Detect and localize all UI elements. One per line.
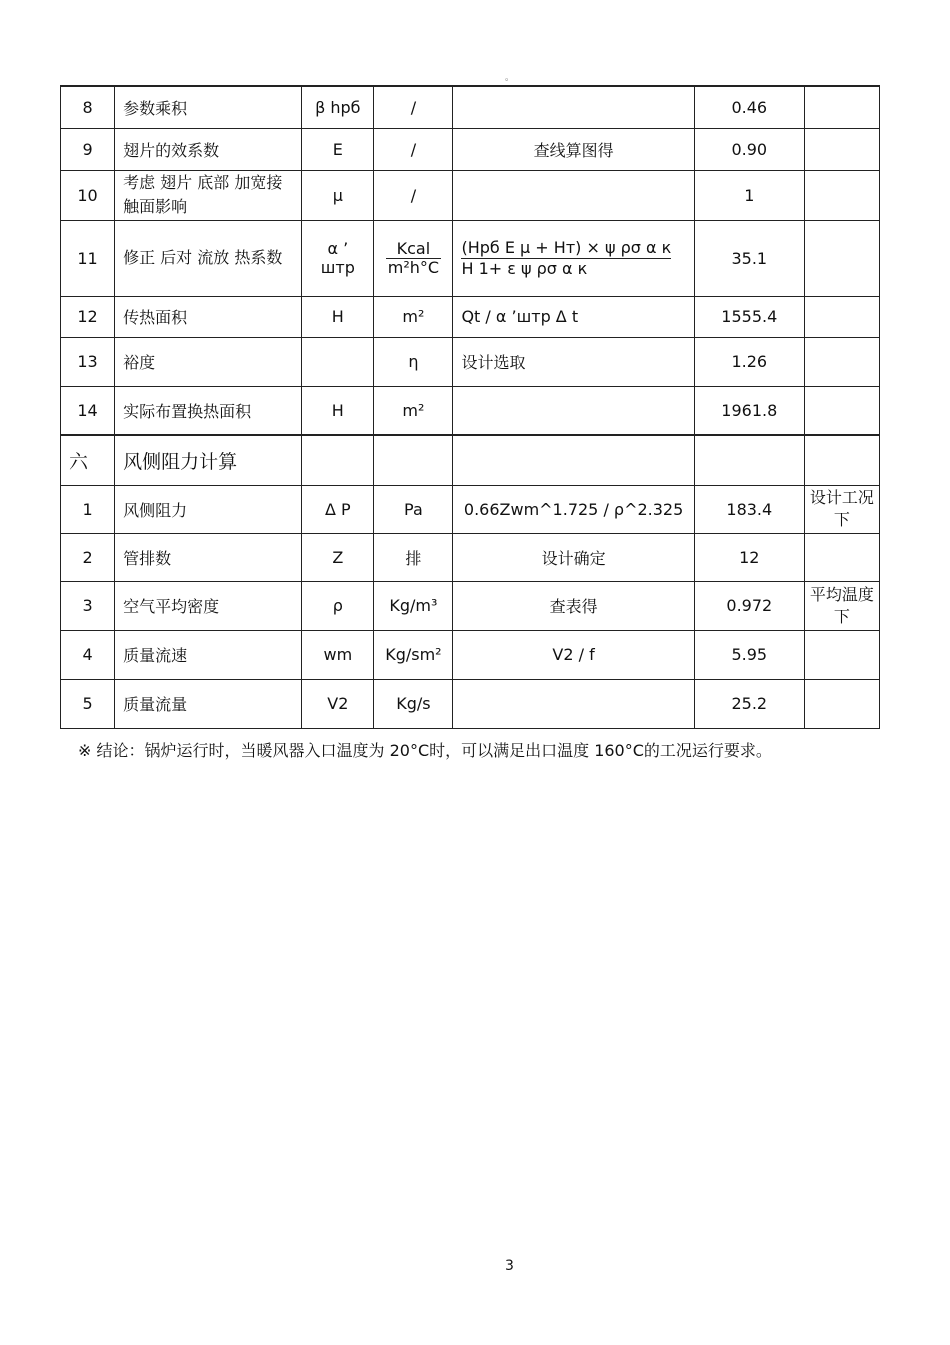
- row-formula: 设计确定: [453, 533, 694, 581]
- row-unit: /: [374, 86, 453, 128]
- conclusion-text: ※ 结论：锅炉运行时，当暖风器入口温度为 20°C时，可以满足出口温度 160°C的工况运行要求。: [78, 741, 772, 760]
- row-no: 3: [61, 581, 115, 630]
- row-symbol: E: [302, 128, 374, 170]
- row-formula: 设计选取: [453, 337, 694, 386]
- formula-line-1: (Hрб E μ + Hт) × ψ ρσ α к: [461, 237, 672, 257]
- row-value: 183.4: [694, 485, 804, 533]
- row-unit: /: [374, 170, 453, 220]
- row-symbol: Z: [302, 533, 374, 581]
- row-note: [804, 386, 879, 435]
- row-name: 质量流量: [115, 679, 302, 728]
- row-value: 1.26: [694, 337, 804, 386]
- table-row: [61, 581, 880, 630]
- row-name: 参数乘积: [115, 86, 302, 128]
- row-unit: [374, 220, 453, 296]
- row-symbol: [302, 337, 374, 386]
- row-note: [804, 533, 879, 581]
- table-row: [61, 630, 880, 679]
- row-formula: 查表得: [453, 581, 694, 630]
- row-no: 13: [61, 337, 115, 386]
- row-unit: m²: [374, 386, 453, 435]
- row-formula: [453, 220, 694, 296]
- row-symbol: Δ P: [302, 485, 374, 533]
- row-value: 1: [694, 170, 804, 220]
- page-number: 3: [505, 1258, 514, 1274]
- row-unit: Kg/sm²: [374, 630, 453, 679]
- row-unit: /: [374, 128, 453, 170]
- section-no: 六: [61, 435, 115, 485]
- row-name: 实际布置换热面积: [115, 386, 302, 435]
- row-unit: η: [374, 337, 453, 386]
- row-unit: Kg/m³: [374, 581, 453, 630]
- row-value: 5.95: [694, 630, 804, 679]
- table-row: [61, 296, 880, 337]
- section-row: [61, 435, 880, 485]
- row-formula: [453, 86, 694, 128]
- row-note: [804, 128, 879, 170]
- table-row: [61, 679, 880, 728]
- row-no: 1: [61, 485, 115, 533]
- row-name: 质量流速: [115, 630, 302, 679]
- row-formula: [453, 170, 694, 220]
- row-no: 4: [61, 630, 115, 679]
- row-note: [804, 86, 879, 128]
- row-unit: 排: [374, 533, 453, 581]
- row-note: [804, 679, 879, 728]
- row-formula: [453, 679, 694, 728]
- row-value: 25.2: [694, 679, 804, 728]
- table-row: [61, 386, 880, 435]
- row-note: [804, 296, 879, 337]
- row-no: 5: [61, 679, 115, 728]
- row-symbol: μ: [302, 170, 374, 220]
- row-name: 修正 后对 流放 热系数: [115, 220, 302, 296]
- row-formula: [453, 386, 694, 435]
- row-no: 9: [61, 128, 115, 170]
- row-name: 传热面积: [115, 296, 302, 337]
- row-note: [804, 170, 879, 220]
- row-name: 空气平均密度: [115, 581, 302, 630]
- row-unit: Pa: [374, 485, 453, 533]
- row-no: 8: [61, 86, 115, 128]
- row-no: 11: [61, 220, 115, 296]
- table-row: [61, 170, 880, 220]
- row-value: 1961.8: [694, 386, 804, 435]
- row-symbol: wm: [302, 630, 374, 679]
- row-unit: m²: [374, 296, 453, 337]
- table-row: [61, 86, 880, 128]
- row-no: 12: [61, 296, 115, 337]
- row-formula: 查线算图得: [453, 128, 694, 170]
- row-symbol: H: [302, 386, 374, 435]
- unit-numerator: Kcal: [386, 240, 441, 259]
- row-value: 35.1: [694, 220, 804, 296]
- row-value: 12: [694, 533, 804, 581]
- row-name: 翅片的效系数: [115, 128, 302, 170]
- row-symbol: α ’ штр: [302, 220, 374, 296]
- row-formula: V2 / f: [453, 630, 694, 679]
- row-no: 10: [61, 170, 115, 220]
- row-no: 14: [61, 386, 115, 435]
- formula-line-2: H 1+ ε ψ ρσ α к: [461, 258, 588, 278]
- table-row: [61, 220, 880, 296]
- row-no: 2: [61, 533, 115, 581]
- row-symbol: β hрб: [302, 86, 374, 128]
- row-value: 0.90: [694, 128, 804, 170]
- calculation-table: [60, 85, 880, 729]
- table-row: [61, 485, 880, 533]
- row-name: 考虑 翅片 底部 加宽接触面影响: [115, 170, 302, 220]
- row-name: 管排数: [115, 533, 302, 581]
- row-value: 1555.4: [694, 296, 804, 337]
- row-note: [804, 337, 879, 386]
- unit-denominator: m²h°C: [387, 257, 440, 277]
- row-value: 0.46: [694, 86, 804, 128]
- row-unit: Kg/s: [374, 679, 453, 728]
- table-row: [61, 533, 880, 581]
- top-mark: 。: [505, 73, 515, 83]
- row-formula: Qt / α ’штр Δ t: [453, 296, 694, 337]
- row-formula: 0.66Zwm^1.725 / ρ^2.325: [453, 485, 694, 533]
- row-name: 裕度: [115, 337, 302, 386]
- row-symbol: V2: [302, 679, 374, 728]
- row-symbol: H: [302, 296, 374, 337]
- row-name: 风侧阻力: [115, 485, 302, 533]
- row-value: 0.972: [694, 581, 804, 630]
- table-row: [61, 337, 880, 386]
- row-note: [804, 630, 879, 679]
- row-note: 设计工况下: [804, 485, 879, 533]
- row-note: [804, 220, 879, 296]
- unit-fraction: [386, 240, 441, 277]
- table-row: [61, 128, 880, 170]
- section-title: 风侧阻力计算: [115, 435, 302, 485]
- row-symbol: ρ: [302, 581, 374, 630]
- row-note: 平均温度下: [804, 581, 879, 630]
